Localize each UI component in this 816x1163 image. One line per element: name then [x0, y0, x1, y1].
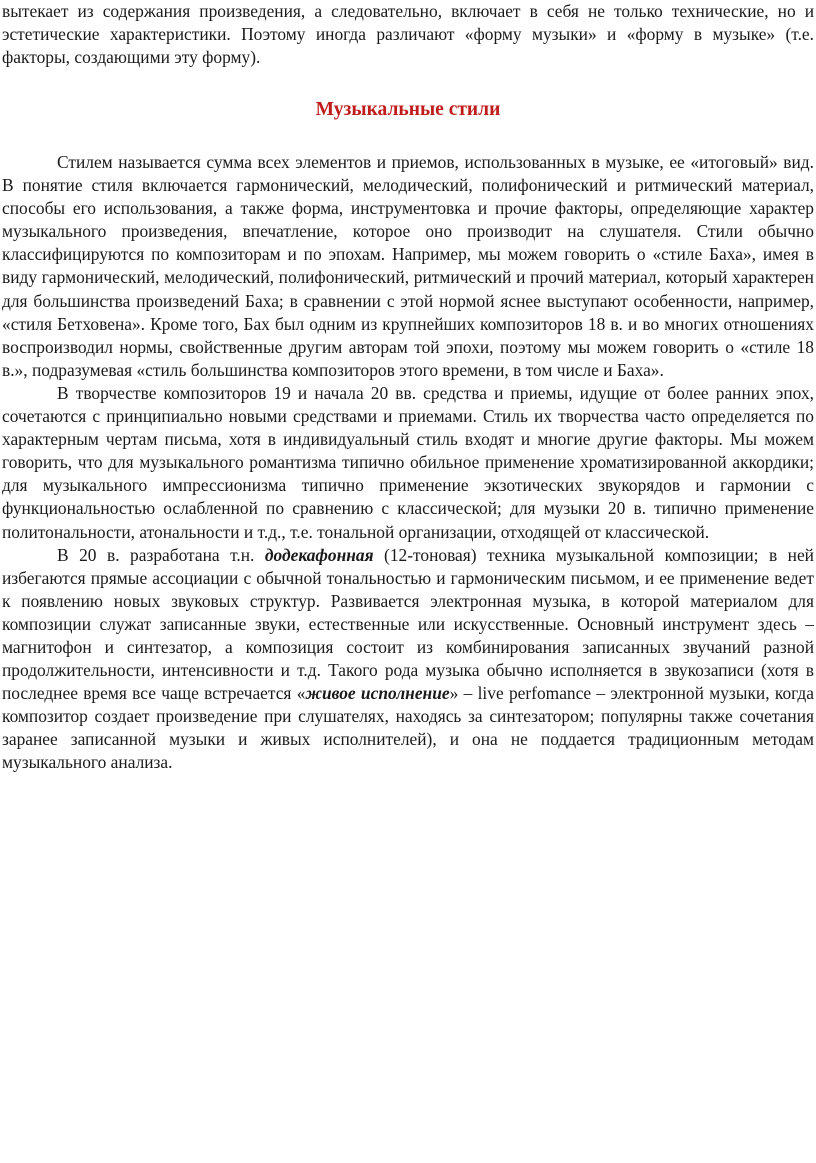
term-live-performance: живое исполнение	[305, 683, 450, 704]
intro-paragraph-block	[2, 0, 814, 69]
paragraph-3-part-2: (12-тоновая) техника музыкальной композиции; в ней избегаются прямые ассоциации с обычной тональностью и гармоническим письмом, и ее применение ведет к появлению новых звуковых структур. Развивается электронная музыка, в которой материалом для композиции служат записанные звуки, естественные или искусственные. Основный инструмент здесь – магнитофон и синтезатор, а композиция состоит из комбинирования записанных звучаний разной продолжительности, интенсивности и т.д. Такого рода музыка обычно исполняется в звукозаписи (хотя в последнее время все чаще встречается «	[2, 544, 814, 704]
paragraph-3-part-3: » – live perfomance – электронной музыки, когда композитор создает произведение при слушателях, находясь за синтезатором; популярны также сочетания заранее записанной музыки и живых исполнителей), и она не поддается традиционным методам музыкального анализа.	[2, 683, 814, 773]
section-heading: Музыкальные стили	[315, 99, 501, 120]
paragraph-3-part-1: В 20 в. разработана т.н.	[57, 544, 265, 565]
term-dodecaphonic: додекафонная	[264, 544, 374, 565]
paragraph-dodecaphony	[2, 544, 814, 775]
paragraph-style-definition: Стилем называется сумма всех элементов и приемов, использованных в музыке, ее «итоговый» вид. В понятие стиля включается гармонический, мелодический, полифонический и ритмический материал, способы его использования, а также форма, инструментовка и прочие факторы, определяющие характер музыкального произведения, впечатление, которое оно производит на слушателя. Стили обычно классифицируются по композиторам и по эпохам. Например, мы можем говорить о «стиле Баха», имея в виду гармонический, мелодический, полифонический, ритмический и прочий материал, который характерен для большинства произведений Баха; в сравнении с этой нормой яснее выступают особенности, например, «стиля Бетховена». Кроме того, Бах был одним из крупнейших композиторов 18 в. и во многих отношениях воспроизводил нормы, свойственные другим авторам той эпохи, поэтому мы можем говорить о «стиле 18 в.», подразумевая «стиль большинства композиторов этого времени, в том числе и Баха».	[2, 152, 814, 380]
paragraph-19-20-century: В творчестве композиторов 19 и начала 20 вв. средства и приемы, идущие от более ранних эпох, сочетаются с принципиально новыми средствами и приемами. Стиль их творчества часто определяется по характерным чертам письма, хотя в индивидуальный стиль входят и многие другие факторы. Мы можем говорить, что для музыкального романтизма типично обильное применение хроматизированной аккордики; для музыкального импрессионизма типично применение экзотических звукорядов и гармонии с функциональностью ослабленной по сравнению с классической; для музыки 20 в. типично применение политональности, атональности и т.д., т.е. тональной организации, отходящей от классической.	[2, 382, 814, 542]
body-text-block	[2, 151, 814, 775]
intro-paragraph: вытекает из содержания произведения, а следовательно, включает в себя не только технические, но и эстетические характеристики. Поэтому иногда различают «форму музыки» и «форму в музыке» (т.е. факторы, создающими эту форму).	[2, 1, 814, 68]
